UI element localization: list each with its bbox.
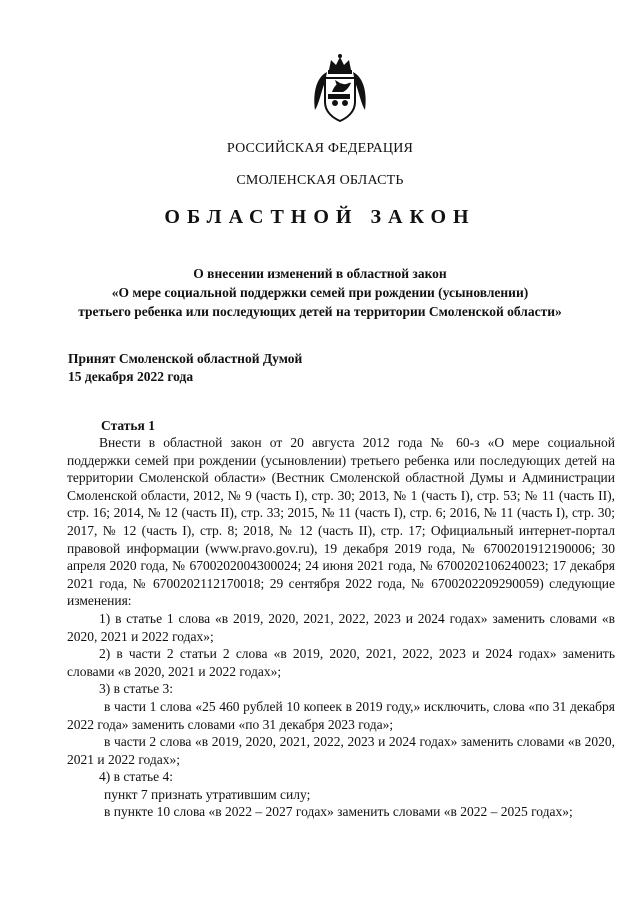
article-paragraph-item-2: 2) в части 2 статьи 2 слова «в 2019, 2020, 2021, 2022, 2023 и 2024 годах» заменить словами «в 2020, 2021 и 2022 годах»; [67, 646, 615, 679]
region-heading: СМОЛЕНСКАЯ ОБЛАСТЬ [236, 173, 404, 188]
subject-line-1: О внесении изменений в областной закон [193, 266, 447, 281]
article-paragraph-item-4-point-7: пункт 7 признать утратившим силу; [104, 786, 311, 802]
adoption-date: 15 декабря 2022 года [68, 369, 194, 384]
article-paragraph-item-4: 4) в статье 4: [99, 769, 173, 785]
article-body [67, 434, 615, 821]
article-paragraph-item-3: 3) в статье 3: [99, 681, 173, 697]
document-type-title: ОБЛАСТНОЙ ЗАКОН [164, 206, 476, 228]
article-paragraph-item-3-part-2: в части 2 слова «в 2019, 2020, 2021, 2022, 2023 и 2024 годах» заменить словами «в 2020, 2021 и 2022 годах»; [67, 734, 615, 767]
article-paragraph-intro: Внести в областной закон от 20 августа 2012 года № 60-з «О мере социальной поддержки семей при рождении (усыновлении) третьего ребенка или последующих детей на территории Смоленской области» (Вестник Смоленской областной Думы и Администрации Смоленской области, 2012, № 9 (часть I), стр. 30; 2013, № 1 (часть I), стр. 53; № 11 (часть II), стр. 16; 2014, № 12 (часть II), стр. 33; 2015, № 11 (часть I), стр. 6; 2016, № 11 (часть I), стр. 30; 2017, № 12 (часть I), стр. 8; 2018, № 12 (часть II), стр. 17; Официальный интернет-портал правовой информации (www.pravo.gov.ru), 19 декабря 2019 года, № 6700201912190006; 30 апреля 2020 года, № 6700202004300024; 24 июня 2021 года, № 6700202106240023; 17 декабря 2021 года, № 6700202112170018; 29 сентября 2022 года, № 6700202209290059) следующие изменения: [67, 435, 615, 609]
article-title: Статья 1 [101, 418, 155, 433]
adoption-info [68, 350, 302, 386]
article-paragraph-item-4-point-10: в пункте 10 слова «в 2022 – 2027 годах» заменить словами «в 2022 – 2025 годах»; [104, 804, 573, 820]
adoption-body: Принят Смоленской областной Думой [68, 351, 303, 366]
article-paragraph-item-3-part-1: в части 1 слова «25 460 рублей 10 копеек в 2019 году,» исключить, слова «по 31 декабря 2022 года» заменить словами «по 31 декабря 2023 года»; [67, 698, 615, 732]
article-paragraph-item-1: 1) в статье 1 слова «в 2019, 2020, 2021, 2022, 2023 и 2024 годах» заменить словами «в 2020, 2021 и 2022 годах»; [67, 610, 615, 644]
smolensk-coat-of-arms-icon [309, 52, 371, 124]
subject-line-2: «О мере социальной поддержки семей при рождении (усыновлении) [111, 285, 529, 300]
subject-line-3: третьего ребенка или последующих детей на территории Смоленской области» [78, 304, 562, 319]
federation-heading: РОССИЙСКАЯ ФЕДЕРАЦИЯ [226, 141, 414, 156]
